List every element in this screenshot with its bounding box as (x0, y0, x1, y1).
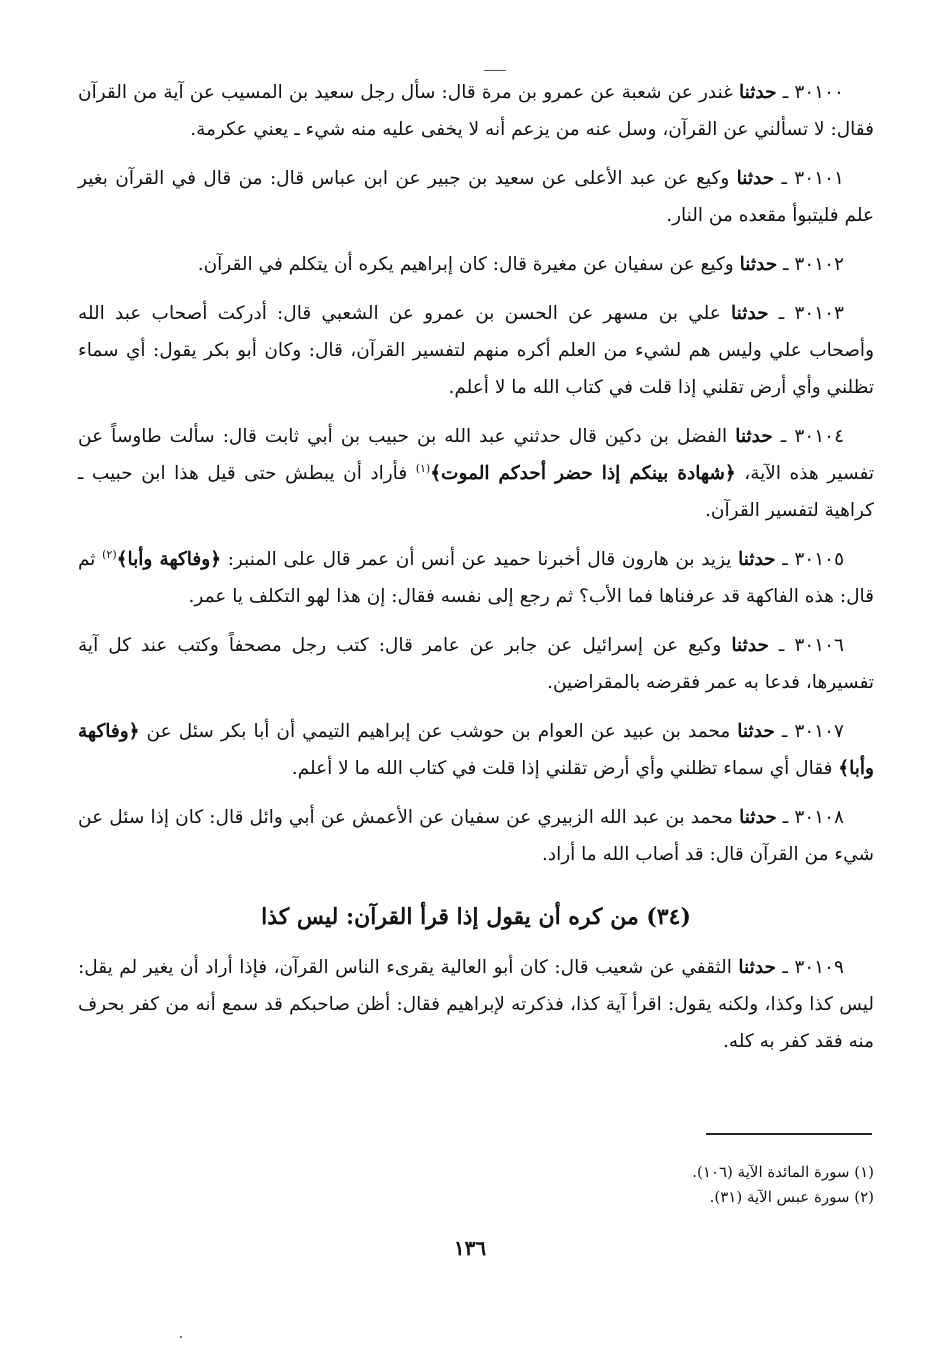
hadith-text: فقال أي سماء تظلني وأي أرض تقلني إذا قلت في كتاب الله ما لا أعلم. (291, 758, 839, 779)
hadith-lead: حدثنا (738, 957, 776, 978)
footnote-rule (706, 1133, 872, 1135)
hadith-lead: حدثنا (735, 426, 773, 447)
hadith-text: سأل رجل سعيد بن المسيب عن آية من القرآن فقال: لا تسألني عن القرآن، وسل عنه من يزعم أنه لا يخفى عليه منه شيء ـ يعني عكرمة. (78, 82, 874, 140)
hadith-lead: حدثنا (739, 807, 777, 828)
footnote-2: (٢) سورة عبس الآية (٣١). (709, 1188, 874, 1206)
hadith-paragraph: ٣٠١٠٥ ـ حدثنا يزيد بن هارون قال أخبرنا حميد عن أنس أن عمر قال على المنبر: ﴿وفاكهة وأبا﴾$^{(٢)}$ ثم قال: هذه الفاكهة قد عرفناها فما الأب؟ ثم رجع إلى نفسه فقال: إن هذا لهو التكلف يا عمر. (78, 547, 874, 607)
hadith-number: ٣٠١٠٤ (794, 426, 845, 447)
quran-quote: ﴿شهادة بينكم إذا حضر أحدكم الموت﴾ (430, 463, 736, 484)
hadith-paragraph: ٣٠١٠٦ ـ حدثنا وكيع عن إسرائيل عن جابر عن عامر قال: كتب رجل مصحفاً وكتب عند كل آية تفسيرها، فدعا به عمر فقرضه بالمقراضين. (78, 635, 874, 693)
footnote-ref: (١) (415, 461, 431, 475)
footnote-ref: (٢) (102, 547, 117, 561)
hadith-paragraph: ٣٠١٠٢ ـ حدثنا وكيع عن سفيان عن مغيرة قال: كان إبراهيم يكره أن يتكلم في القرآن. (197, 254, 844, 275)
quran-quote: ﴿وفاكهة وأبا﴾ (78, 721, 874, 779)
hadith-lead: حدثنا (731, 635, 769, 656)
hadith-paragraph: ٣٠١٠٩ ـ حدثنا الثقفي عن شعيب قال: كان أبو العالية يقرىء الناس القرآن، فإذا أراد أن يغير لم يقل: ليس كذا وكذا، ولكنه يقول: اقرأ آية كذا، فذكرته لإبراهيم فقال: أظن صاحبكم قد سمع أنه من كفر بحرف منه فقد كفر به كله. (78, 957, 874, 1052)
hadith-lead: حدثنا (736, 168, 775, 189)
hadith-text: فأراد أن يبطش حتى قيل هذا ابن حبيب ـ كراهية لتفسير القرآن. (78, 463, 874, 521)
hadith-lead: حدثنا (737, 721, 775, 742)
scan-speck (180, 1336, 182, 1338)
hadith-number: ٣٠١٠٠ (794, 82, 844, 103)
hadith-lead: حدثنا (739, 254, 778, 275)
hadith-number: ٣٠١٠٩ (794, 957, 844, 978)
hadith-number: ٣٠١٠٣ (794, 303, 844, 324)
footnote-1: (١) سورة المائدة الآية (١٠٦). (692, 1163, 874, 1181)
hadith-paragraph: ٣٠١٠٤ ـ حدثنا الفضل بن دكين قال حدثني عبد الله بن حبيب بن أبي ثابت قال: سألت طاوساً عن تفسير هذه الآية، ﴿شهادة بينكم إذا حضر أحدكم الموت﴾$^{(١)}$ فأراد أن يبطش حتى قيل هذا ابن حبيب ـ كراهية لتفسير القرآن. (78, 426, 874, 521)
hadith-text: ثم قال: هذه الفاكهة قد عرفناها فما الأب؟ ثم رجع إلى نفسه فقال: إن هذا لهو التكلف يا عمر. (78, 549, 874, 607)
hadith-number: ٣٠١٠٥ (794, 549, 845, 570)
hadith-text: علي بن مسهر عن الحسن بن عمرو عن الشعبي قال: أدركت أصحاب عبد الله وأصحاب علي وليس هم لشيء من العلم أكره منهم لتفسير القرآن، قال: وكان أبو بكر يقول: أي سماء تظلني وأي أرض تقلني إذا قلت في كتاب الله ما لا أعلم. (78, 303, 874, 398)
hadith-text: وكيع عن إسرائيل عن جابر عن عامر قال: كتب رجل مصحفاً وكتب عند كل آية تفسيرها، فدعا به عمر فقرضه بالمقراضين. (78, 635, 874, 693)
hadith-paragraph: ٣٠١٠٧ ـ حدثنا محمد بن عبيد عن العوام بن حوشب عن إبراهيم التيمي أن أبا بكر سئل عن ﴿وفاكهة وأبا﴾ فقال أي سماء تظلني وأي أرض تقلني إذا قلت في كتاب الله ما لا أعلم. (78, 721, 874, 779)
hadith-number: ٣٠١٠٨ (794, 807, 844, 828)
page-body (78, 74, 874, 1072)
hadith-text: الثقفي عن شعيب قال: كان أبو العالية يقرىء الناس القرآن، فإذا أراد أن يغير لم يقل: ليس كذا وكذا، ولكنه يقول: اقرأ آية كذا، فذكرته لإبراهيم فقال: أظن صاحبكم قد سمع أنه من كفر بحرف منه فقد كفر به كله. (78, 957, 874, 1052)
footnotes (500, 1160, 874, 1210)
hadith-paragraph: ٣٠١٠١ ـ حدثنا وكيع عن عبد الأعلى عن سعيد بن جبير عن ابن عباس قال: من قال في القرآن بغير علم فليتبوأ مقعده من النار. (78, 168, 874, 226)
chapter-heading: (٣٤) من كره أن يقول إذا قرأ القرآن: ليس كذا (261, 904, 691, 930)
hadith-lead: حدثنا (738, 549, 776, 570)
hadith-list (78, 74, 874, 873)
hadith-text: يزيد بن هارون قال أخبرنا حميد عن أنس أن عمر قال على المنبر: (221, 549, 739, 570)
top-mark (484, 70, 506, 71)
hadith-number: ٣٠١٠١ (794, 168, 844, 189)
hadith-lead: حدثنا (730, 303, 769, 324)
hadith-number: ٣٠١٠٧ (794, 721, 844, 742)
hadith-text: الفضل بن دكين قال حدثني عبد الله بن حبيب بن أبي ثابت قال: سألت طاوساً عن تفسير هذه الآية، (78, 426, 874, 484)
hadith-paragraph: ٣٠١٠٠ ـ حدثنا غندر عن شعبة عن عمرو بن مرة قال: سأل رجل سعيد بن المسيب عن آية من القرآن فقال: لا تسألني عن القرآن، وسل عنه من يزعم أنه لا يخفى عليه منه شيء ـ يعني عكرمة. (78, 82, 874, 140)
hadith-paragraph: ٣٠١٠٨ ـ حدثنا محمد بن عبد الله الزبيري عن سفيان عن الأعمش عن أبي وائل قال: كان إذا سئل عن شيء من القرآن قال: قد أصاب الله ما أراد. (78, 807, 874, 865)
hadith-number: ٣٠١٠٦ (794, 635, 844, 656)
hadith-text: وكيع عن عبد الأعلى عن سعيد بن جبير عن ابن عباس قال: من قال في القرآن بغير علم فليتبوأ مقعده من النار. (78, 168, 874, 226)
hadith-paragraph: ٣٠١٠٣ ـ حدثنا علي بن مسهر عن الحسن بن عمرو عن الشعبي قال: أدركت أصحاب عبد الله وأصحاب علي وليس هم لشيء من العلم أكره منهم لتفسير القرآن، قال: وكان أبو بكر يقول: أي سماء تظلني وأي أرض تقلني إذا قلت في كتاب الله ما لا أعلم. (78, 303, 874, 398)
quran-quote: ﴿وفاكهة وأبا﴾ (116, 549, 222, 570)
hadith-list-after (78, 949, 874, 1060)
hadith-text: غندر عن شعبة عن عمرو بن مرة قال: (435, 82, 740, 103)
hadith-text: وكيع عن سفيان عن مغيرة قال: كان إبراهيم يكره أن يتكلم في القرآن. (197, 254, 740, 275)
hadith-lead: حدثنا (739, 82, 777, 103)
hadith-text: محمد بن عبد الله الزبيري عن سفيان عن الأعمش عن أبي وائل قال: كان إذا سئل عن شيء من القرآن قال: قد أصاب الله ما أراد. (78, 807, 874, 865)
hadith-text: محمد بن عبيد عن العوام بن حوشب عن إبراهيم التيمي أن أبا بكر سئل عن (139, 721, 738, 742)
page-number: ١٣٦ (453, 1236, 487, 1260)
hadith-number: ٣٠١٠٢ (794, 254, 844, 275)
